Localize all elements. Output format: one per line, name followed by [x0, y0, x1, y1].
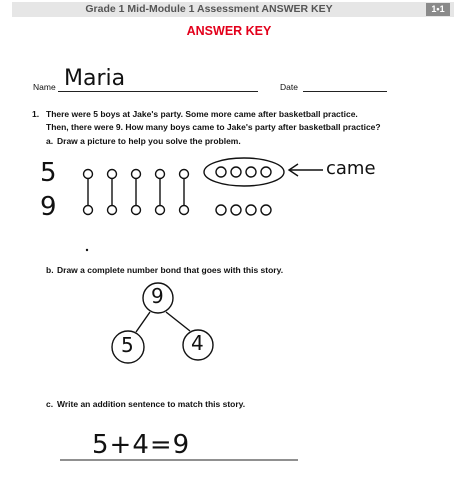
bond-part1-value: 5	[121, 333, 134, 357]
date-label: Date	[280, 82, 298, 92]
counting-drawing	[84, 158, 324, 215]
stray-dot	[86, 249, 88, 251]
question-line-2: Then, there were 9. How many boys came to Jake's party after basketball practice?	[46, 122, 381, 132]
lesson-tag: 1•1	[426, 3, 450, 16]
connector-4	[156, 170, 165, 215]
connector-5	[180, 170, 189, 215]
part-c-label: c.	[46, 399, 54, 409]
name-value: Maria	[64, 66, 126, 91]
connector-1	[84, 170, 93, 215]
part-c-prompt: Write an addition sentence to match this story.	[57, 399, 246, 409]
question-number: 1.	[32, 109, 40, 119]
name-label: Name	[33, 82, 56, 92]
addition-sentence: 5+4=9	[92, 430, 191, 460]
header-title: Grade 1 Mid-Module 1 Assessment ANSWER KEY	[85, 3, 333, 15]
part-b-prompt: Draw a complete number bond that goes with this story.	[57, 265, 284, 275]
answer-key-heading: ANSWER KEY	[186, 24, 272, 38]
came-annotation: came	[326, 158, 376, 179]
connector-3	[132, 170, 141, 215]
start-number: 5	[40, 158, 57, 188]
bond-part2-value: 4	[191, 331, 204, 355]
part-b-label: b.	[46, 265, 54, 275]
part-a-prompt: Draw a picture to help you solve the problem.	[57, 136, 241, 146]
bond-whole-value: 9	[151, 284, 164, 308]
part-a-label: a.	[46, 136, 54, 146]
question-line-1: There were 5 boys at Jake's party. Some more came after basketball practice.	[46, 109, 358, 119]
connector-2	[108, 170, 117, 215]
total-number: 9	[40, 192, 57, 222]
